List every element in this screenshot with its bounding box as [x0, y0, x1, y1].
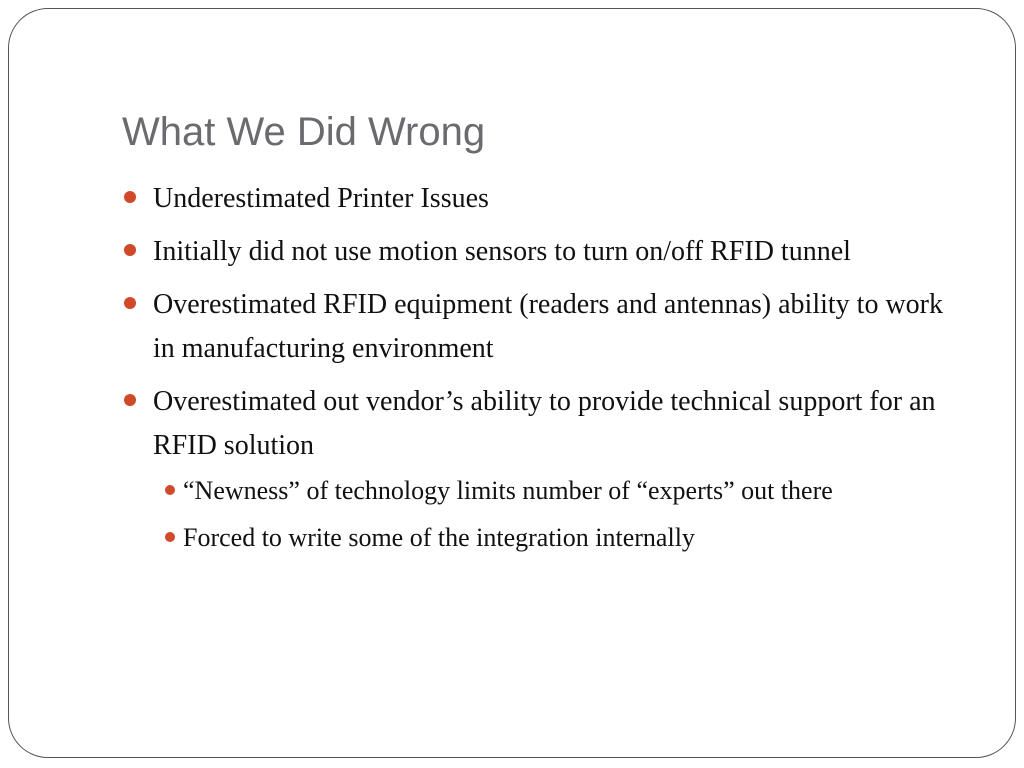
bullet-dot-icon	[124, 394, 136, 406]
bullet-item	[122, 230, 962, 274]
bullet-dot-icon	[124, 244, 136, 256]
bullet-item	[122, 177, 962, 221]
sub-bullet-item	[153, 473, 962, 509]
bullet-item	[122, 380, 962, 556]
sub-bullet-dot-icon	[165, 485, 175, 495]
bullet-text: Overestimated RFID equipment (readers and antennas) ability to work in manufacturing environment	[153, 289, 943, 364]
bullet-text: Underestimated Printer Issues	[153, 183, 489, 214]
bullet-dot-icon	[124, 191, 136, 203]
sub-bullet-list	[153, 473, 962, 556]
bullet-text: Overestimated out vendor’s ability to provide technical support for an RFID solution	[153, 386, 936, 461]
bullet-dot-icon	[124, 297, 136, 309]
sub-bullet-dot-icon	[165, 532, 175, 542]
sub-bullet-item	[153, 520, 962, 556]
sub-bullet-text: Forced to write some of the integration internally	[183, 523, 695, 552]
slide	[8, 8, 1016, 758]
bullet-text: Initially did not use motion sensors to turn on/off RFID tunnel	[153, 236, 851, 267]
bullet-item	[122, 283, 962, 371]
sub-bullet-text: “Newness” of technology limits number of “experts” out there	[183, 476, 833, 505]
bullet-list	[122, 177, 962, 567]
slide-title: What We Did Wrong	[122, 110, 486, 154]
